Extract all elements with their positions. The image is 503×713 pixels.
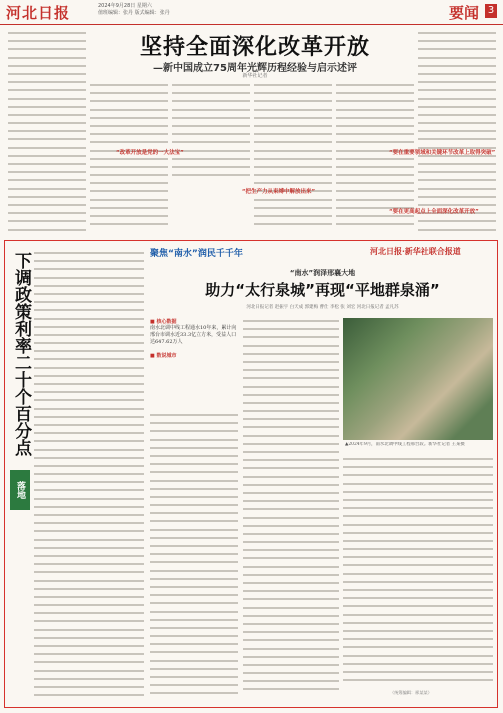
lead-column-1	[8, 30, 86, 235]
text-block-placeholder	[90, 84, 168, 229]
rate-story-tag: 落地	[10, 470, 30, 510]
lead-column-3	[172, 82, 250, 182]
feature-photo	[343, 318, 493, 440]
lead-story-byline: 新华社记者	[242, 73, 268, 79]
rate-story-body	[34, 250, 144, 702]
date-line-2: 值班编辑：张丹 版式编辑：张丹	[98, 10, 170, 16]
editor-line: （统筹编辑：邢某某）	[390, 690, 432, 695]
date-line	[98, 3, 170, 17]
lead-quote-2: “把生产力从束缚中解放出来”	[241, 189, 316, 195]
text-block-placeholder	[343, 458, 493, 685]
newspaper-logo: 河北日报	[6, 4, 71, 22]
lead-story-subtitle: —新中国成立75周年光辉历程经验与启示述评	[153, 63, 357, 74]
text-block-placeholder	[254, 84, 332, 229]
key-data-box	[150, 318, 238, 410]
feature-kicker: “南水”润泽邢襄大地	[289, 269, 356, 277]
text-block-placeholder	[150, 414, 238, 699]
lead-quote-4: “要在更高起点上全面深化改革开放”	[389, 209, 479, 215]
feature-byline: 河北日报记者 赵振宇 白天成 郭建梅 曹仕 李松 张 刘宏 河北日报记者 孟凡苏	[246, 305, 399, 310]
lead-column-6	[418, 30, 496, 235]
lead-story-title: 坚持全面深化改革开放	[139, 35, 370, 60]
feature-headline: 助力“太行泉城”再现“平地群泉涌”	[205, 281, 440, 299]
focus-banner-right: 河北日报·新华社联合报道	[370, 246, 461, 256]
text-block-placeholder	[34, 252, 144, 700]
lead-quote-1: “改革开放是党的一大法宝”	[116, 150, 184, 156]
lead-column-4	[254, 82, 332, 235]
feature-column-1	[150, 412, 238, 702]
date-line-1: 2024年9月28日 星期六	[98, 3, 152, 9]
key-box-title-2: ■ 数说城市	[150, 353, 177, 359]
focus-banner-left: 聚焦“南水”润民千千年	[150, 249, 243, 259]
feature-column-2	[243, 318, 339, 702]
page-number: 3	[485, 4, 497, 18]
text-block-placeholder	[418, 32, 496, 235]
key-box-title-1: ■ 核心数据	[150, 319, 177, 325]
lead-column-2	[90, 82, 168, 235]
lead-quote-3: “要在重要领域和关键环节改革上取得突破”	[389, 150, 496, 156]
rate-story-vertical-title: 下调政策利率二十个百分点	[11, 252, 31, 456]
feature-column-3	[343, 456, 493, 686]
text-block-placeholder	[8, 32, 86, 235]
feature-photo-caption: ▲2024年9月，南水北调中线工程邢台段。新华社记者 王某摄	[345, 442, 465, 447]
text-block-placeholder	[172, 84, 250, 180]
text-block-placeholder	[243, 320, 339, 695]
masthead	[0, 0, 503, 25]
key-box-body-1: 南水北调中线工程通水10年来，累计向邢台市调水近33.3亿立方米，受益人口达647.62万人	[150, 325, 237, 345]
section-label: 要闻	[448, 4, 479, 22]
